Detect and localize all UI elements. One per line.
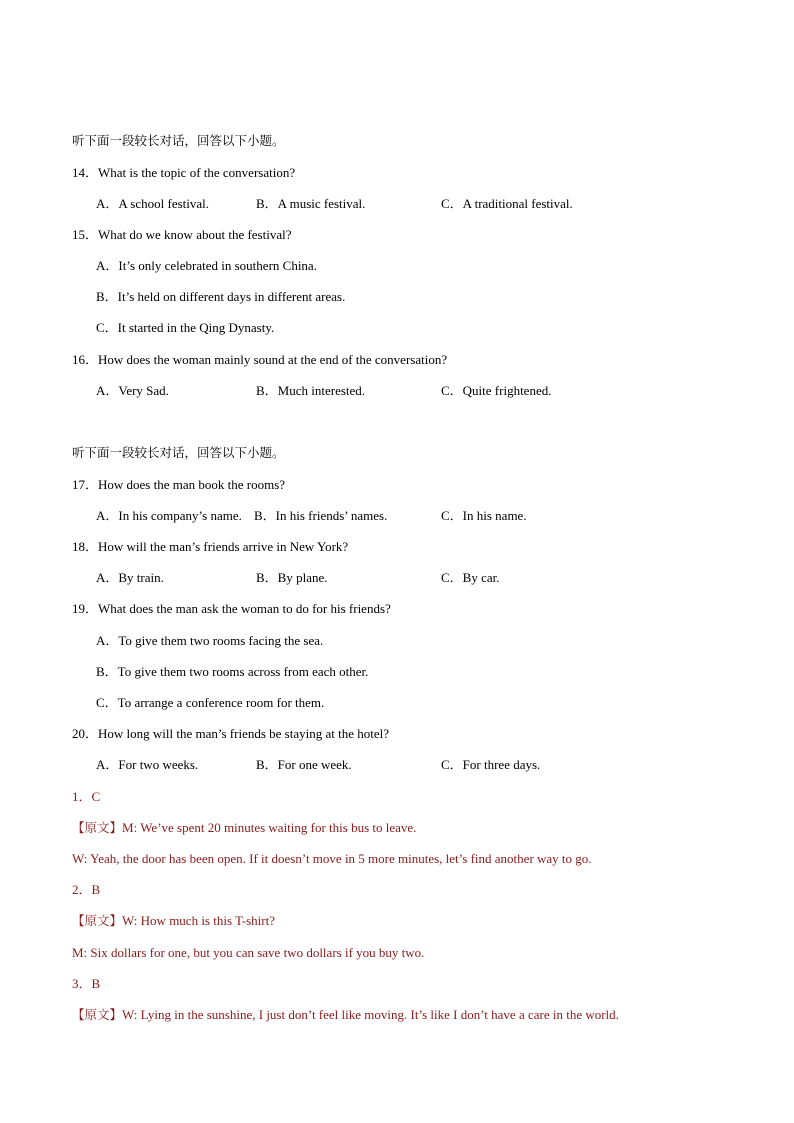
answer-1-transcript-line-1 (72, 819, 416, 837)
question-18: 18．How will the man’s friends arrive in New York? (72, 539, 349, 554)
q20-option-a: A．For two weeks. (96, 757, 199, 772)
q18-option-a: A．By train. (96, 570, 164, 585)
transcript-tag: 【原文】 (72, 1007, 123, 1022)
q17-option-c: C．In his name. (441, 508, 527, 523)
q15-option-b: B．It’s held on different days in different areas. (96, 289, 346, 304)
answer-2-key: 2．B (72, 882, 101, 897)
question-20: 20．How long will the man’s friends be staying at the hotel? (72, 726, 389, 741)
q17-option-a: A．In his company’s name. (96, 508, 242, 523)
q15-option-c: C．It started in the Qing Dynasty. (96, 320, 275, 335)
q16-option-a: A．Very Sad. (96, 383, 169, 398)
transcript-text: M: We’ve spent 20 minutes waiting for this bus to leave. (122, 820, 417, 835)
q20-option-b: B．For one week. (256, 757, 352, 772)
answer-2-transcript-line-2: M: Six dollars for one, but you can save two dollars if you buy two. (72, 945, 425, 960)
q16-option-c: C．Quite frightened. (441, 383, 552, 398)
section2-instruction: 听下面一段较长对话，回答以下小题。 (72, 445, 285, 460)
question-15: 15．What do we know about the festival? (72, 227, 292, 242)
answer-1-transcript-line-2: W: Yeah, the door has been open. If it doesn’t move in 5 more minutes, let’s find another way to go. (72, 851, 592, 866)
transcript-text: W: How much is this T-shirt? (122, 913, 276, 928)
q19-option-b: B．To give them two rooms across from each other. (96, 664, 369, 679)
q19-option-a: A．To give them two rooms facing the sea. (96, 633, 324, 648)
transcript-text: W: Lying in the sunshine, I just don’t feel like moving. It’s like I don’t have a care in the world. (122, 1007, 619, 1022)
transcript-tag: 【原文】 (72, 913, 123, 928)
q15-option-a: A．It’s only celebrated in southern China. (96, 258, 317, 273)
q20-option-c: C．For three days. (441, 757, 541, 772)
question-17: 17．How does the man book the rooms? (72, 477, 286, 492)
section1-instruction: 听下面一段较长对话，回答以下小题。 (72, 133, 285, 148)
question-19: 19．What does the man ask the woman to do for his friends? (72, 601, 391, 616)
answer-3-key: 3．B (72, 976, 101, 991)
q18-option-c: C．By car. (441, 570, 500, 585)
q14-option-b: B．A music festival. (256, 196, 366, 211)
transcript-tag: 【原文】 (72, 820, 123, 835)
q14-option-a: A．A school festival. (96, 196, 210, 211)
question-14: 14．What is the topic of the conversation? (72, 165, 296, 180)
q17-option-b: B．In his friends’ names. (254, 508, 388, 523)
answer-1-key: 1．C (72, 789, 101, 804)
q18-option-b: B．By plane. (256, 570, 328, 585)
answer-2-transcript-line-1 (72, 912, 275, 930)
question-16: 16．How does the woman mainly sound at the end of the conversation? (72, 352, 448, 367)
q14-option-c: C．A traditional festival. (441, 196, 573, 211)
answer-3-transcript-line-1 (72, 1006, 619, 1024)
q16-option-b: B．Much interested. (256, 383, 366, 398)
q19-option-c: C．To arrange a conference room for them. (96, 695, 325, 710)
